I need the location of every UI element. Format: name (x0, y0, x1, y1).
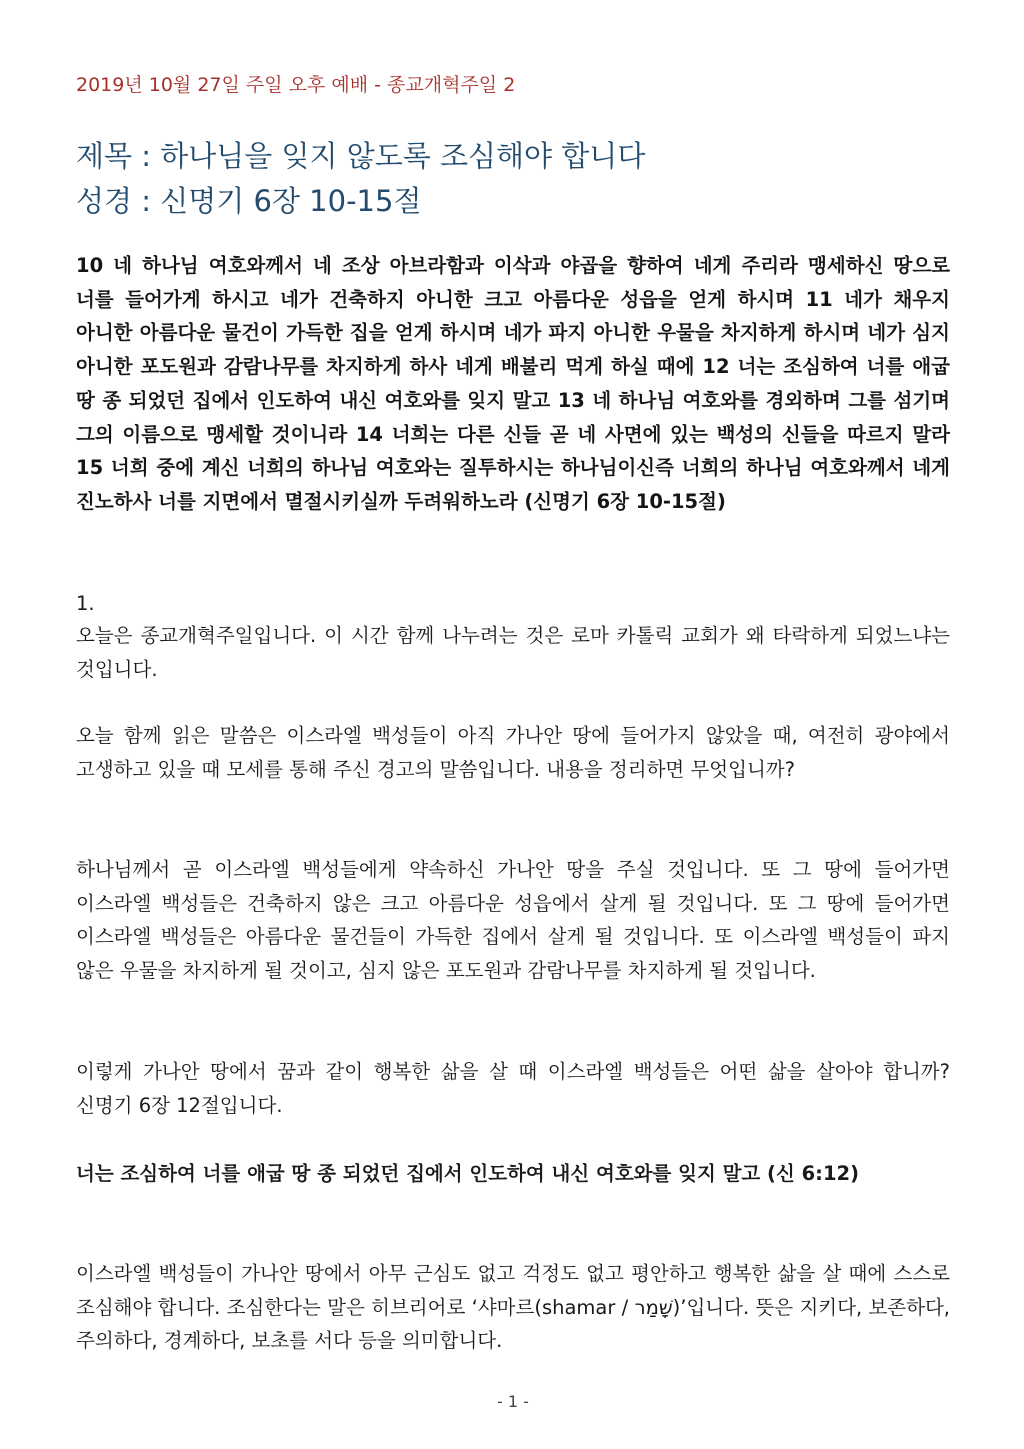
paragraph: 이스라엘 백성들이 가나안 땅에서 아무 근심도 없고 걱정도 없고 평안하고 행복한 삶을 살 때에 스스로 조심해야 합니다. 조심한다는 말은 히브리어로 ‘샤마르(shamar / שָׁמַר)’입니다. 뜻은 지키다, 보존하다, 주의하다, 경계하다, 보초를 서다 등을 의미합니다. (76, 1262, 951, 1353)
section-number: 1. (76, 592, 95, 615)
paragraph: 이렇게 가나안 땅에서 꿈과 같이 행복한 삶을 살 때 이스라엘 백성들은 어떤 삶을 살아야 합니까? 신명기 6장 12절입니다. (76, 1060, 950, 1117)
scripture-text: 10 네 하나님 여호와께서 네 조상 아브라함과 이삭과 야곱을 향하여 네게 주리라 맹세하신 땅으로 너를 들어가게 하시고 네가 건축하지 아니한 크고 아름다운 성읍을 얻게 하시며 11 네가 채우지 아니한 아름다운 물건이 가득한 집을 얻게 하시며 네가 파지 아니한 우물을 차지하게 하시며 네가 심지 아니한 포도원과 감람나무를 차지하게 하사 네게 배불리 먹게 하실 때에 12 너는 조심하여 너를 애굽 땅 종 되었던 집에서 인도하여 내신 여호와를 잊지 말고 13 네 하나님 여호와를 경외하며 그를 섬기며 그의 이름으로 맹세할 것이니라 14 너희는 다른 신들 곧 네 사면에 있는 백성의 신들을 따르지 말라 15 너희 중에 계신 너희의 하나님 여호와는 질투하시는 하나님이신즉 너희의 하나님 여호와께서 네게 진노하사 너를 지면에서 멸절시키실까 두려워하노라 (신명기 6장 10-15절) (76, 254, 950, 513)
paragraph: 하나님께서 곧 이스라엘 백성들에게 약속하신 가나안 땅을 주실 것입니다. 또 그 땅에 들어가면 이스라엘 백성들은 건축하지 않은 크고 아름다운 성읍에서 살게 될 것입니다. 또 그 땅에 들어가면 이스라엘 백성들은 아름다운 물건들이 가득한 집에서 살게 될 것입니다. 또 이스라엘 백성들이 파지 않은 우물을 차지하게 될 것이고, 심지 않은 포도원과 감람나무를 차지하게 될 것입니다. (76, 858, 950, 983)
sermon-title: 제목 : 하나님을 잊지 않도록 조심해야 합니다 (76, 139, 646, 173)
page-number: - 1 - (497, 1392, 529, 1411)
scripture-reference: 성경 : 신명기 6장 10-15절 (76, 184, 422, 218)
bible-quote: 너는 조심하여 너를 애굽 땅 종 되었던 집에서 인도하여 내신 여호와를 잊지 말고 (신 6:12) (76, 1162, 859, 1185)
service-header: 2019년 10월 27일 주일 오후 예배 - 종교개혁주일 2 (76, 74, 516, 96)
paragraph: 오늘은 종교개혁주일입니다. 이 시간 함께 나누려는 것은 로마 카톨릭 교회가 왜 타락하게 되었느냐는 것입니다. (76, 624, 950, 681)
paragraph: 오늘 함께 읽은 말씀은 이스라엘 백성들이 아직 가나안 땅에 들어가지 않았을 때, 여전히 광야에서 고생하고 있을 때 모세를 통해 주신 경고의 말씀입니다. 내용을 정리하면 무엇입니까? (76, 724, 950, 781)
